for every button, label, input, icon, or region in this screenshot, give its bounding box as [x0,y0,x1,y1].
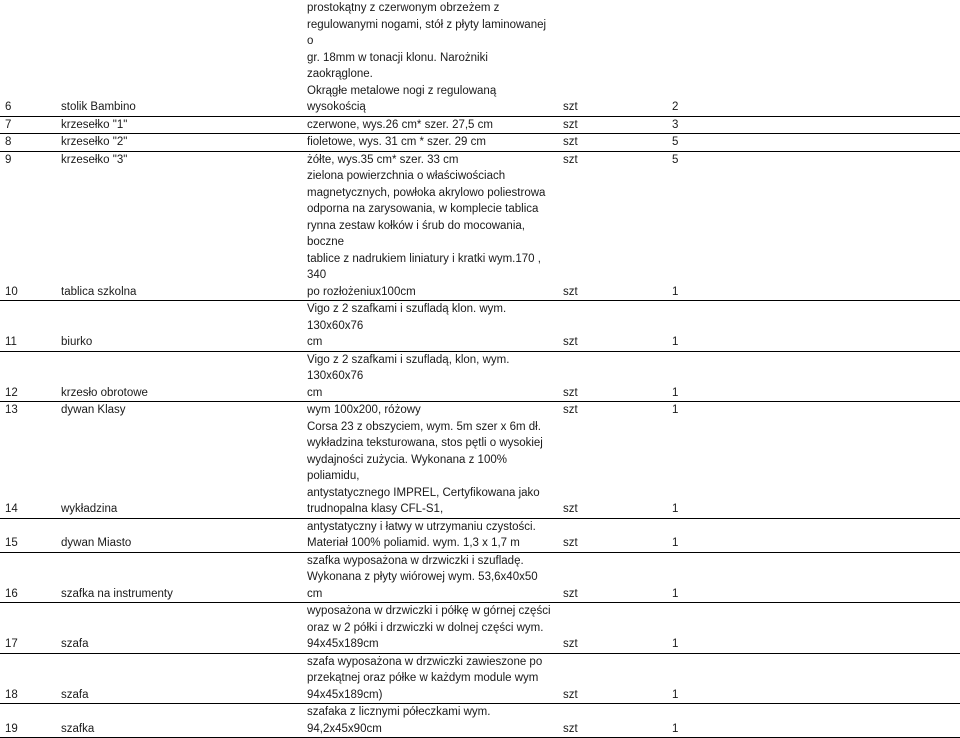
item-description [303,351,559,402]
table-row [0,301,960,352]
quantity: 1 [672,285,679,298]
description-line: Vigo z 2 szafkami i szufladą, klon, wym. 130x60x76 [307,353,510,382]
description-line: gr. 18mm w tonacji klonu. Narożniki zaokrąglone. [307,51,488,80]
row-number: 11 [0,301,57,352]
quantity: 3 [646,116,960,134]
item-description [303,704,559,738]
table-row [0,134,960,152]
item-description [303,301,559,352]
row-number: 12 [0,351,57,402]
item-name: stolik Bambino [61,101,136,113]
item-name: krzesełko "1" [57,116,303,134]
item-name: szafka [57,704,303,738]
table-row [0,603,960,654]
description-line: wykładzina teksturowana, stos pętli o wysokiej [307,437,543,449]
description-line: czerwone, wys.26 cm* szer. 27,5 cm [307,118,493,131]
row-number: 16 [0,552,57,603]
description-line: Okrągłe metalowe nogi z regulowaną wysokością [307,84,497,113]
table-row [0,704,960,738]
description-line: wyposażona w drzwiczki i półkę w górnej części [307,605,551,617]
unit: szt [559,653,646,704]
table-row [0,151,960,168]
unit: szt [559,301,646,352]
description-line: 94x45x189cm [307,638,379,650]
unit: szt [563,285,578,298]
unit: szt [559,134,646,152]
table-row [0,0,960,116]
item-description [303,402,559,419]
unit: szt [559,351,646,402]
row-number: 7 [0,116,57,134]
table-row [0,402,960,419]
item-description [303,603,559,654]
description-line: antystatycznego IMPREL, Certyfikowana jako [307,486,540,499]
description-line: magnetycznych, powłoka akrylowo poliestrowa [307,186,546,199]
description-line: cm [307,386,323,399]
row-number: 10 [5,285,18,298]
item-name: wykładzina [61,503,118,515]
description-line: regulowanymi nogami, stół z płyty laminowanej o [307,18,547,47]
description-line: Wykonana z płyty wiórowej wym. 53,6x40x50 cm [307,571,538,600]
description-line: wydajności zużycia. Wykonana z 100% poliamidu, [307,453,507,482]
unit: szt [563,503,578,515]
item-name: krzesło obrotowe [57,351,303,402]
quantity: 1 [646,603,960,654]
item-name: dywan Miasto [57,518,303,552]
unit: szt [559,552,646,603]
item-description [303,168,559,301]
item-name: szafa [57,653,303,704]
unit: szt [559,603,646,654]
table-row [0,518,960,552]
row-number: 9 [0,151,57,168]
description-line: wym 100x200, różowy [307,404,421,416]
item-description [303,552,559,603]
quantity: 1 [646,704,960,738]
item-name: biurko [57,301,303,352]
item-name: krzesełko "3" [57,151,303,168]
quantity: 1 [646,351,960,402]
description-line: oraz w 2 półki i drzwiczki w dolnej części wym. [307,621,544,634]
item-name: szafa [57,603,303,654]
description-line: fioletowe, wys. 31 cm * szer. 29 cm [307,136,486,148]
row-number: 13 [0,402,57,419]
quantity: 1 [646,301,960,352]
description-line: Vigo z 2 szafkami i szufladą klon. wym. 130x60x76 [307,303,507,332]
unit: szt [559,704,646,738]
description-line: szafaka z licznymi półeczkami wym. 94,2x45x90cm [307,706,491,735]
quantity: 2 [672,101,679,113]
quantity: 1 [646,518,960,552]
row-number: 6 [5,101,12,113]
unit: szt [559,116,646,134]
description-line: 94x45x189cm) [307,688,383,701]
item-name: krzesełko "2" [57,134,303,152]
quantity: 5 [646,134,960,152]
description-line: Corsa 23 z obszyciem, wym. 5m szer x 6m dł. [307,420,541,433]
item-description [303,151,559,168]
description-line: cm [307,336,323,348]
description-line: żółte, wys.35 cm* szer. 33 cm [307,153,459,166]
row-number: 14 [5,503,18,515]
item-name: dywan Klasy [57,402,303,419]
row-number: 15 [0,518,57,552]
row-number: 18 [0,653,57,704]
table-row [0,419,960,519]
row-number: 8 [0,134,57,152]
quantity: 1 [646,552,960,603]
row-number: 19 [0,704,57,738]
description-line: antystatyczny i łatwy w utrzymaniu czystości. [307,520,536,533]
table-row [0,351,960,402]
item-description [303,116,559,134]
description-line: po rozłożeniux100cm [307,285,416,298]
description-line: przekątnej oraz półke w każdym module wym [307,672,539,684]
description-line: odporna na zarysowania, w komplecie tablica [307,203,539,215]
quantity: 1 [672,503,679,515]
item-description [303,419,559,519]
unit: szt [563,101,578,113]
description-line: Materiał 100% poliamid. wym. 1,3 x 1,7 m [307,537,520,549]
quantity: 1 [646,653,960,704]
item-name: tablica szkolna [61,285,137,298]
unit: szt [559,151,646,168]
item-description [303,134,559,152]
item-description [303,0,559,116]
table-row [0,552,960,603]
description-line: trudnopalna klasy CFL-S1, [307,503,444,515]
description-line: prostokątny z czerwonym obrzeżem z [307,2,500,14]
quantity: 5 [646,151,960,168]
description-line: tablice z nadrukiem liniatury i kratki wym.170 , 340 [307,252,541,281]
description-line: szafa wyposażona w drzwiczki zawieszone po [307,655,543,668]
item-description [303,518,559,552]
table-row [0,653,960,704]
table-row [0,168,960,301]
unit: szt [559,518,646,552]
item-description [303,653,559,704]
row-number: 17 [0,603,57,654]
description-line: rynna zestaw kołków i śrub do mocowania, boczne [307,219,525,248]
unit: szt [559,402,646,419]
item-name: szafka na instrumenty [57,552,303,603]
table-row [0,116,960,134]
description-line: szafka wyposażona w drzwiczki i szufladę. [307,554,524,567]
quantity: 1 [646,402,960,419]
description-line: zielona powierzchnia o właściwościach [307,170,506,182]
